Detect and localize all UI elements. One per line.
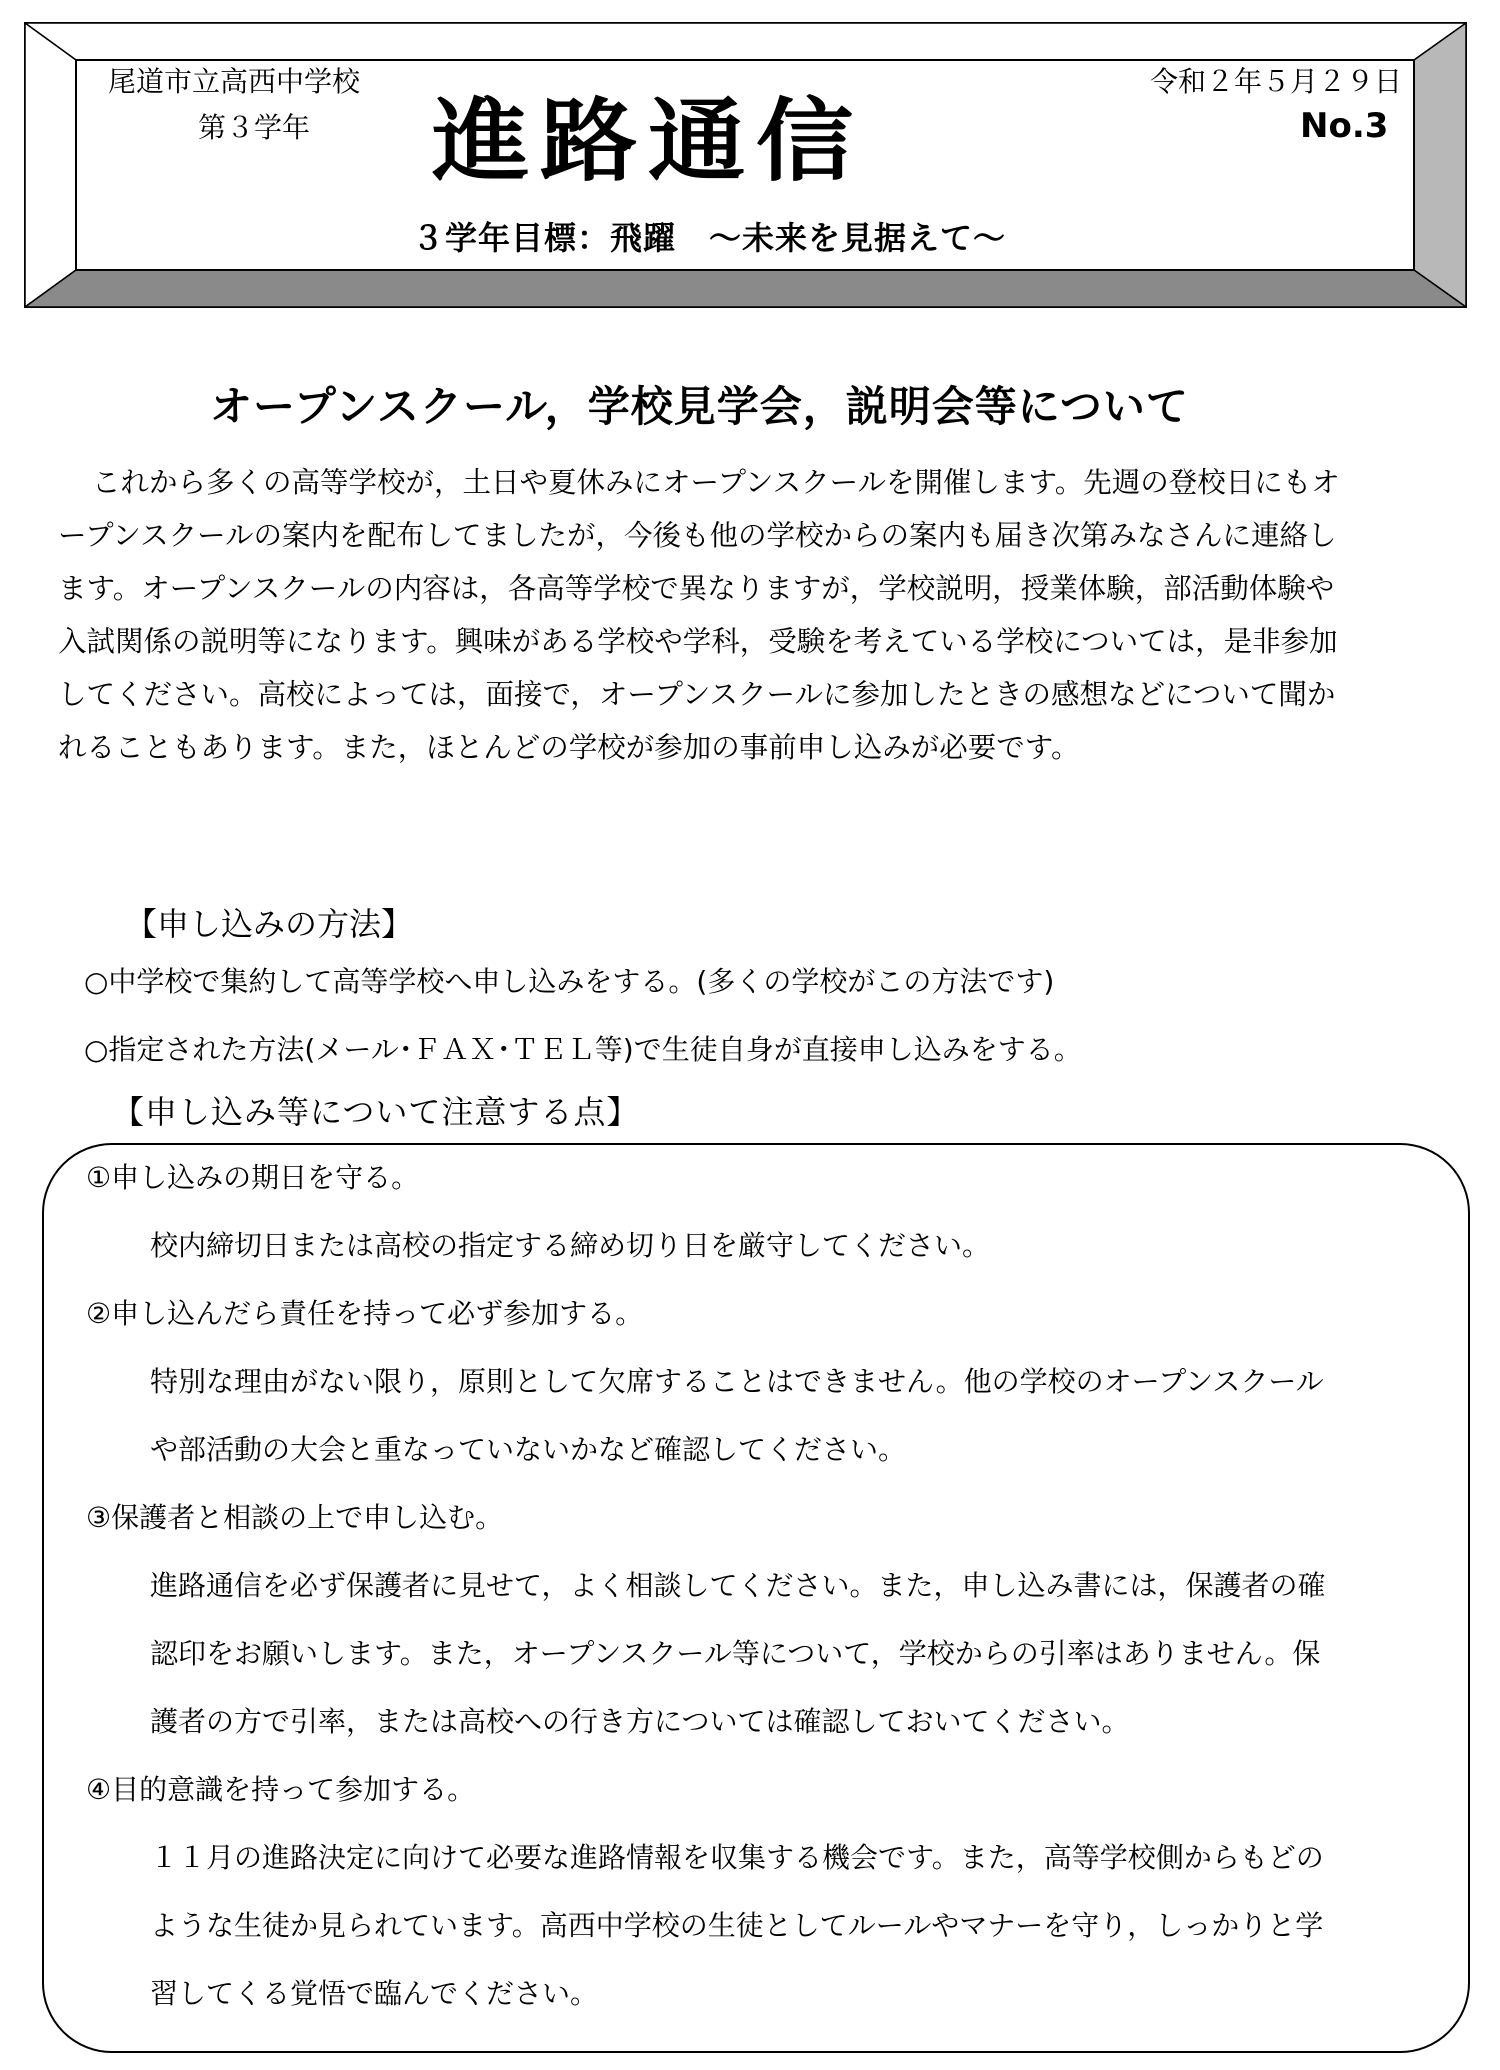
note-title: ③保護者と相談の上で申し込む。 — [86, 1501, 504, 1534]
intro-paragraph — [58, 456, 1458, 774]
grade-goal: ３学年目標：飛躍 ～未来を見据えて～ — [412, 219, 1007, 257]
grade-label: 第３学年 — [198, 111, 311, 144]
intro-line: ープンスクールの案内を配布してましたが，今後も他の学校からの案内も届き次第みなさんに連絡し — [58, 519, 1337, 552]
note-line: 特別な理由がない限り，原則として欠席することはできません。他の学校のオープンスクール — [150, 1365, 1324, 1398]
newsletter-title: 進路通信 — [432, 89, 864, 194]
issue-date: 令和２年５月２９日 — [1150, 65, 1403, 98]
note-title: ②申し込んだら責任を持って必ず参加する。 — [86, 1297, 644, 1330]
issue-number: No.3 — [1300, 106, 1389, 146]
section-title: オープンスクール，学校見学会，説明会等について — [210, 382, 1189, 431]
method-heading: 【申し込みの方法】 — [125, 905, 414, 943]
note-title: ④目的意識を持って参加する。 — [86, 1773, 476, 1806]
intro-line: 入試関係の説明等になります。興味がある学校や学科，受験を考えている学校については，是非参加 — [58, 625, 1338, 658]
method-item: ○指定された方法(メール･ＦＡＸ･ＴＥＬ等)で生徒自身が直接申し込みをする。 — [84, 1033, 1082, 1066]
note-line: 校内締切日または高校の指定する締め切り日を厳守してください。 — [150, 1229, 991, 1262]
note-line: 習してくる覚悟で臨んでください。 — [150, 1977, 599, 2010]
method-item: ○中学校で集約して高等学校へ申し込みをする。(多くの学校がこの方法です) — [84, 965, 1055, 998]
note-line: や部活動の大会と重なっていないかなど確認してください。 — [150, 1433, 907, 1466]
intro-line: ます。オープンスクールの内容は，各高等学校で異なりますが，学校説明，授業体験，部活動体験や — [58, 572, 1335, 605]
note-line: 認印をお願いします。また，オープンスクール等について，学校からの引率はありません。保 — [150, 1637, 1321, 1670]
intro-line: してください。高校によっては，面接で，オープンスクールに参加したときの感想などについて聞か — [58, 678, 1336, 711]
intro-line: れることもあります。また，ほとんどの学校が参加の事前申し込みが必要です。 — [58, 731, 1080, 764]
notes-heading: 【申し込み等について注意する点】 — [112, 1093, 640, 1131]
intro-line: これから多くの高等学校が，土日や夏休みにオープンスクールを開催します。先週の登校日にもオ — [92, 466, 1340, 499]
note-line: 進路通信を必ず保護者に見せて，よく相談してください。また，申し込み書には，保護者の確 — [150, 1569, 1326, 1602]
note-line: １１月の進路決定に向けて必要な進路情報を収集する機会です。また，高等学校側からもどの — [150, 1841, 1324, 1874]
note-line: ような生徒か見られています。高西中学校の生徒としてルールやマナーを守り，しっかりと学 — [150, 1909, 1324, 1942]
note-title: ①申し込みの期日を守る。 — [86, 1161, 420, 1194]
note-line: 護者の方で引率，または高校への行き方については確認しておいてください。 — [150, 1705, 1130, 1738]
school-name: 尾道市立高西中学校 — [108, 65, 361, 98]
